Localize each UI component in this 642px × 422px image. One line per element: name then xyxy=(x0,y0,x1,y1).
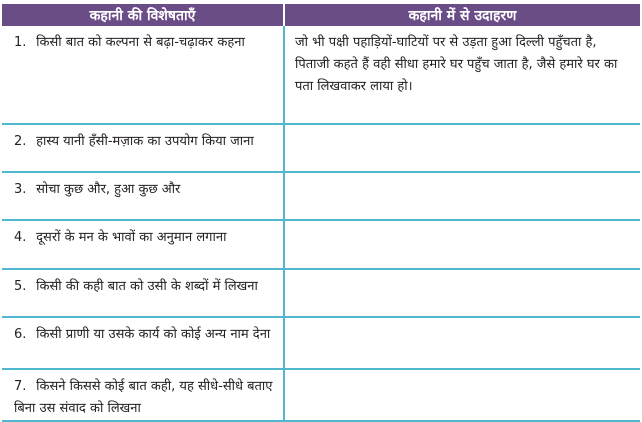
row-number: 1. xyxy=(14,35,27,50)
table-row xyxy=(2,26,640,124)
header-row xyxy=(2,4,640,26)
feature-text: किसी की कही बात को उसी के शब्दों में लिखना xyxy=(36,279,258,294)
feature-cell xyxy=(2,220,284,269)
feature-text: हास्य यानी हँसी-मज़ाक का उपयोग किया जाना xyxy=(36,134,254,149)
example-cell[interactable] xyxy=(284,220,640,269)
feature-cell xyxy=(2,172,284,220)
example-cell: जो भी पक्षी पहाड़ियों-घाटियों पर से उड़ता हुआ दिल्ली पहुँचता है, पिताजी कहते हैं वही सीधा हमारे घर पहुँच जाता है, जैसे हमारे घर का पता लिखवाकर लाया हो। xyxy=(284,26,640,124)
feature-text: दूसरों के मन के भावों का अनुमान लगाना xyxy=(36,230,227,245)
table-row xyxy=(2,317,640,369)
header-features: कहानी की विशेषताएँ xyxy=(2,4,284,26)
table-header xyxy=(2,4,640,26)
feature-cell xyxy=(2,26,284,124)
story-features-table xyxy=(2,4,640,422)
feature-cell xyxy=(2,317,284,369)
feature-cell xyxy=(2,369,284,421)
row-number: 2. xyxy=(14,134,27,149)
feature-cell xyxy=(2,124,284,172)
feature-text: किसी बात को कल्पना से बढ़ा-चढ़ाकर कहना xyxy=(36,35,245,50)
table-row xyxy=(2,369,640,421)
example-cell[interactable] xyxy=(284,369,640,421)
row-number: 3. xyxy=(14,182,27,197)
feature-text: किसने किससे कोई बात कही, यह सीधे-सीधे बताए बिना उस संवाद को लिखना xyxy=(14,379,273,416)
table-row xyxy=(2,172,640,220)
table-row xyxy=(2,124,640,172)
row-number: 7. xyxy=(14,379,27,394)
row-number: 4. xyxy=(14,230,27,245)
feature-text: किसी प्राणी या उसके कार्य को कोई अन्य नाम देना xyxy=(36,327,271,342)
feature-cell xyxy=(2,269,284,317)
example-cell[interactable] xyxy=(284,269,640,317)
feature-text: सोचा कुछ और, हुआ कुछ और xyxy=(36,182,181,197)
header-examples: कहानी में से उदाहरण xyxy=(284,4,640,26)
table-row xyxy=(2,269,640,317)
table-row xyxy=(2,220,640,269)
row-number: 6. xyxy=(14,327,27,342)
example-cell[interactable] xyxy=(284,172,640,220)
row-number: 5. xyxy=(14,279,27,294)
example-cell[interactable] xyxy=(284,317,640,369)
example-cell[interactable] xyxy=(284,124,640,172)
table-body xyxy=(2,26,640,421)
